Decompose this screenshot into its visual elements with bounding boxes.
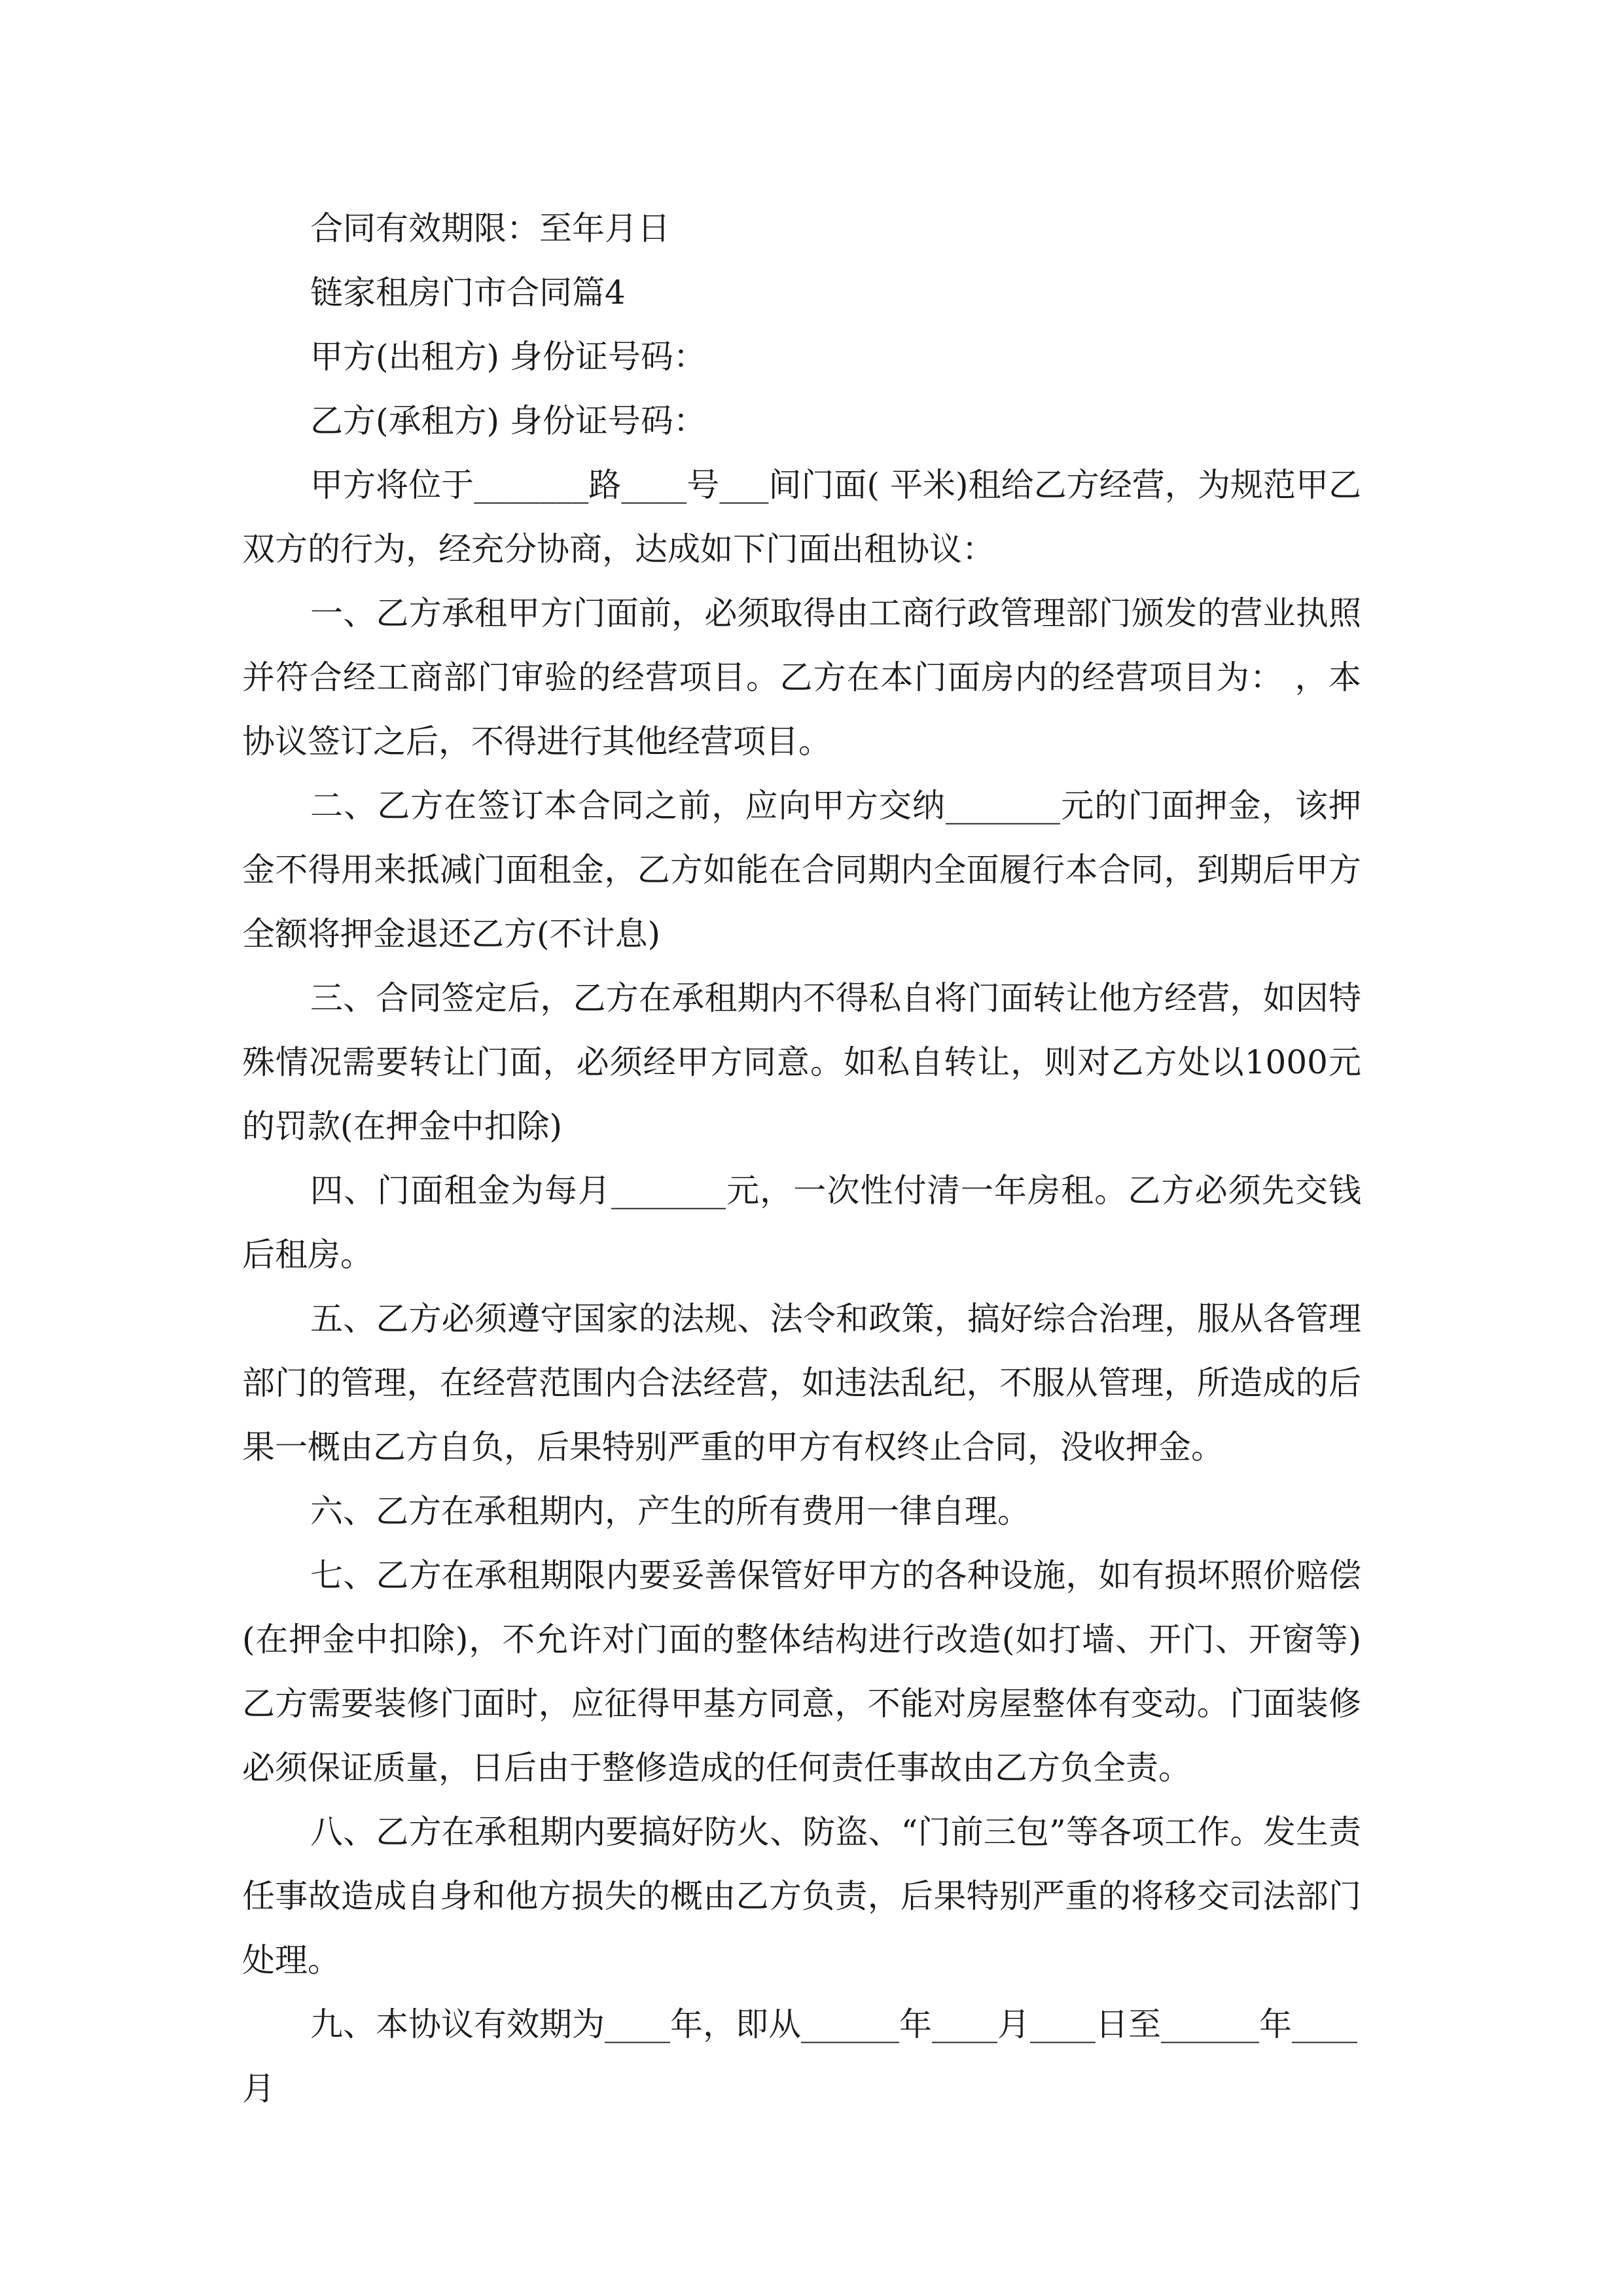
clause-8: 八、乙方在承租期内要搞好防火、防盗、“门前三包”等各项工作。发生责任事故造成自身和他方损失的概由乙方负责，后果特别严重的将移交司法部门处理。 — [242, 1813, 1361, 1979]
clause-6: 六、乙方在承租期内，产生的所有费用一律自理。 — [310, 1492, 1030, 1530]
clause-7: 七、乙方在承租期限内要妥善保管好甲方的各种设施，如有损坏照价赔偿(在押金中扣除)，不允许对门面的整体结构进行改造(如打墙、开门、开窗等)乙方需要装修门面时，应征得甲基方同意，不能对房屋整体有变动。门面装修必须保证质量，日后由于整修造成的任何责任事故由乙方负全责。 — [242, 1556, 1361, 1787]
clause-4: 四、门面租金为每月_______元，一次性付清一年房租。乙方必须先交钱后租房。 — [242, 1172, 1361, 1274]
document-page — [242, 196, 1361, 2121]
contract-validity-line: 合同有效期限：至年月日 — [310, 209, 670, 247]
premises-paragraph: 甲方将位于_______路____号___间门面( 平米)租给乙方经营，为规范甲乙双方的行为，经充分协商，达成如下门面出租协议： — [242, 466, 1361, 568]
party-a-id-line: 甲方(出租方) 身份证号码： — [310, 338, 706, 376]
clause-5: 五、乙方必须遵守国家的法规、法令和政策，搞好综合治理，服从各管理部门的管理，在经营范围内合法经营，如违法乱纪，不服从管理，所造成的后果一概由乙方自负，后果特别严重的甲方有权终止合同，没收押金。 — [242, 1300, 1361, 1466]
clause-9: 九、本协议有效期为____年，即从______年____月____日至______年____月 — [242, 2005, 1357, 2108]
clause-1: 一、乙方承租甲方门面前，必须取得由工商行政管理部门颁发的营业执照并符合经工商部门审验的经营项目。乙方在本门面房内的经营项目为： ，本协议签订之后，不得进行其他经营项目。 — [242, 594, 1361, 761]
clause-3: 三、合同签定后，乙方在承租期内不得私自将门面转让他方经营，如因特殊情况需要转让门面，必须经甲方同意。如私自转让，则对乙方处以1000元的罚款(在押金中扣除) — [242, 979, 1361, 1145]
party-b-id-line: 乙方(承租方) 身份证号码： — [310, 402, 706, 440]
clause-2: 二、乙方在签订本合同之前，应向甲方交纳_______元的门面押金，该押金不得用来抵减门面租金，乙方如能在合同期内全面履行本合同，到期后甲方全额将押金退还乙方(不计息) — [242, 787, 1361, 953]
contract-section-title: 链家租房门市合同篇4 — [310, 274, 626, 312]
